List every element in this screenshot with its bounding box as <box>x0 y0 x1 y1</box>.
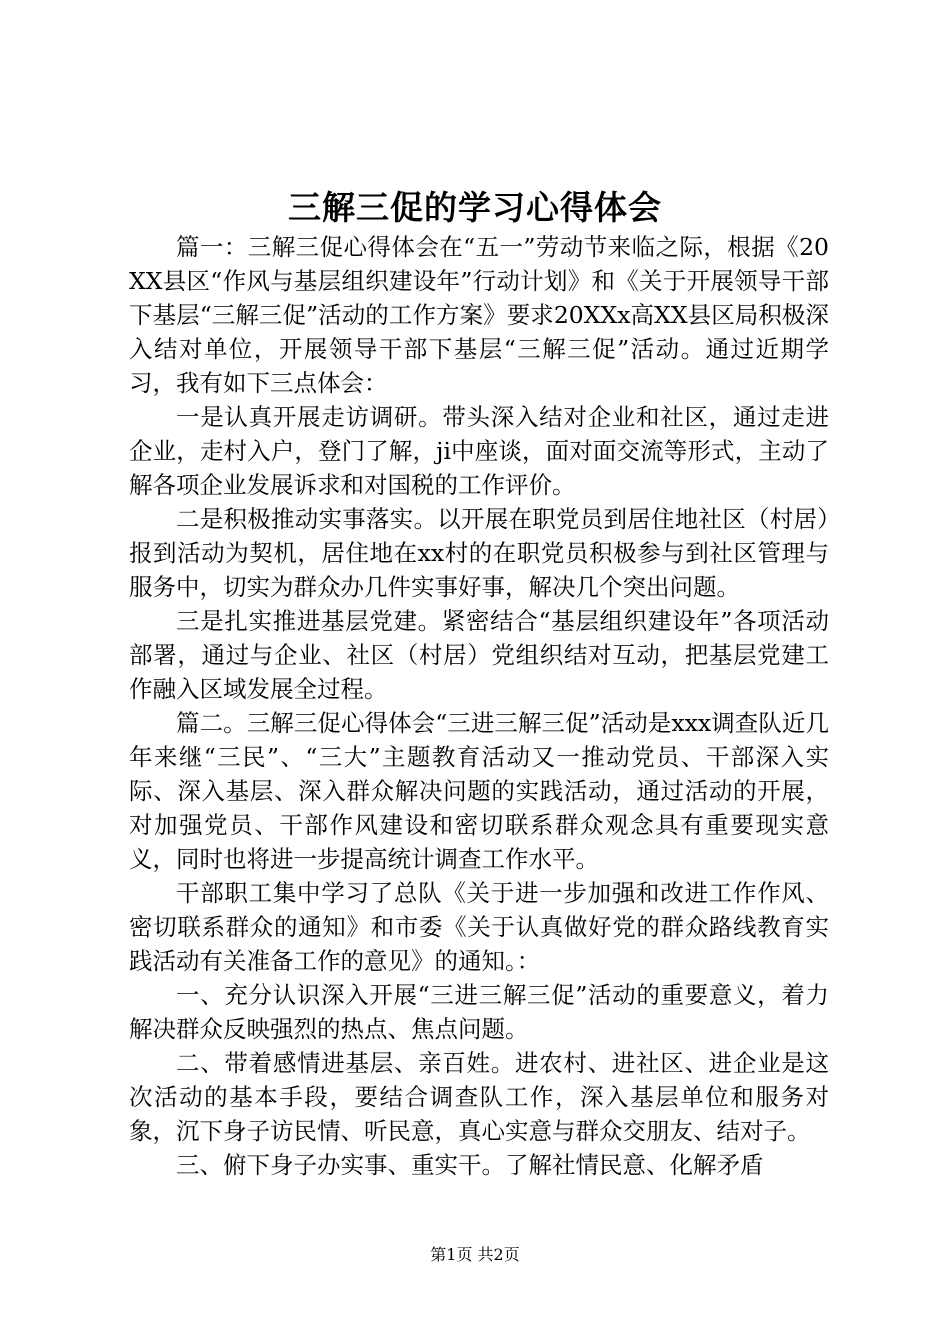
paragraph-9: 三、俯下身子办实事、重实干。了解社情民意、化解矛盾 <box>176 1151 764 1179</box>
paragraph-6: 干部职工集中学习了总队《关于进一步加强和改进工作作风、密切联系群众的通知》和市委《关于认真做好党的群众路线教育实践活动有关准备工作的意见》的通知。： <box>129 879 829 975</box>
page-footer: 第1页 共2页 <box>430 1245 520 1264</box>
paragraph-2: 一是认真开展走访调研。带头深入结对企业和社区，通过走进企业，走村入户，登门了解，ji中座谈，面对面交流等形式，主动了解各项企业发展诉求和对国税的工作评价。 <box>129 403 829 499</box>
paragraph-1: 篇一：三解三促心得体会在“五一”劳动节来临之际，根据《20XX县区“作风与基层组织建设年”行动计划》和《关于开展领导干部下基层“三解三促”活动的工作方案》要求20XXx高XX县区局积极深入结对单位，开展领导干部下基层“三解三促”活动。通过近期学习，我有如下三点体会： <box>129 233 829 397</box>
document-title: 三解三促的学习心得体会 <box>288 188 662 227</box>
paragraph-3: 二是积极推动实事落实。以开展在职党员到居住地社区（村居）报到活动为契机，居住地在xx村的在职党员积极参与到社区管理与服务中，切实为群众办几件实事好事，解决几个突出问题。 <box>129 505 829 601</box>
paragraph-5: 篇二。三解三促心得体会“三进三解三促”活动是xxx调查队近几年来继“三民”、“三大”主题教育活动又一推动党员、干部深入实际、深入基层、深入群众解决问题的实践活动，通过活动的开展，对加强党员、干部作风建设和密切联系群众观念具有重要现实意义，同时也将进一步提高统计调查工作水平。 <box>129 709 829 873</box>
paragraph-4: 三是扎实推进基层党建。紧密结合“基层组织建设年”各项活动部署，通过与企业、社区（村居）党组织结对互动，把基层党建工作融入区域发展全过程。 <box>129 607 829 703</box>
paragraph-8: 二、带着感情进基层、亲百姓。进农村、进社区、进企业是这次活动的基本手段，要结合调查队工作，深入基层单位和服务对象，沉下身子访民情、听民意，真心实意与群众交朋友、结对子。 <box>129 1049 829 1145</box>
document-body <box>129 230 829 1182</box>
paragraph-7: 一、充分认识深入开展“三进三解三促”活动的重要意义，着力解决群众反映强烈的热点、焦点问题。 <box>129 981 829 1043</box>
